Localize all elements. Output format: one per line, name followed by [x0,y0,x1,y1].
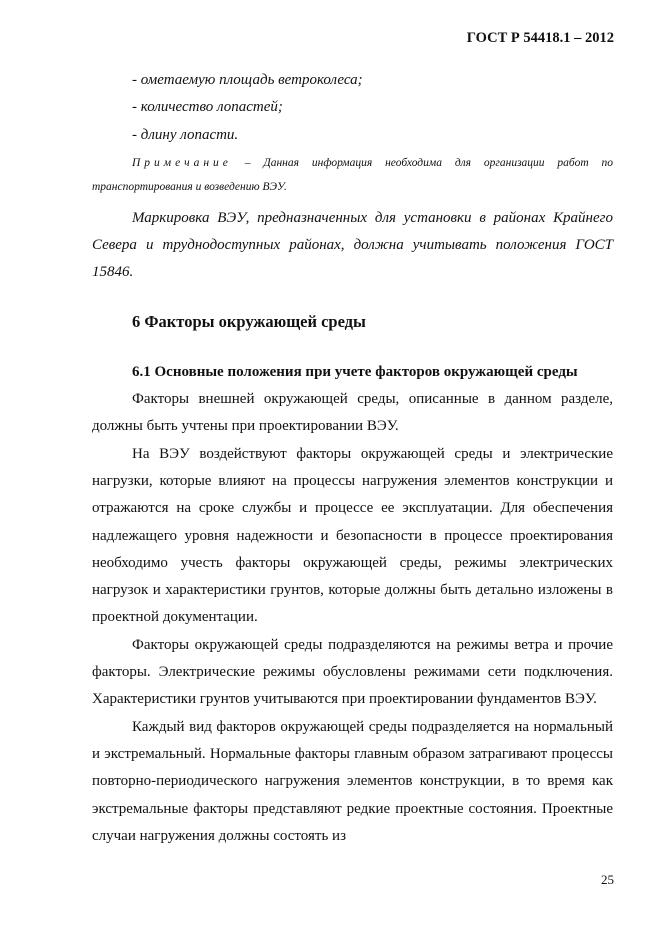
body-paragraph: Факторы окружающей среды подразделяются на режимы ветра и прочие факторы. Электрические режимы обусловлены режимами сети подключения. Характеристики грунтов учитываются при проектировании фундаментов ВЭУ. [92,636,613,708]
list-item: - длину лопасти. [132,126,239,143]
body-paragraph: Факторы внешней окружающей среды, описанные в данном разделе, должны быть учтены при проектировании ВЭУ. [92,391,613,435]
page-content [92,67,613,850]
note-label: Примечание [132,156,232,169]
list-item: - ометаемую площадь ветроколеса; [132,72,363,88]
list-item: - количество лопастей; [132,99,283,116]
body-paragraph: Каждый вид факторов окружающей среды подразделяется на нормальный и экстремальный. Нормальные факторы главным образом затрагивают процессы повторно-периодического нагружения элементов конструкции, в то время как экстремальные факторы представляют редкие проектные состояния. Проектные случаи нагружения должны состоять из [92,718,613,844]
page-number: 25 [601,872,614,887]
body-paragraph: На ВЭУ воздействуют факторы окружающей среды и электрические нагрузки, которые влияют на процессы нагружения элементов конструкции и отражаются на сроке службы и процессе ее эксплуатации. Для обеспечения надлежащего уровня надежности и безопасности в процессе проектирования необходимо учесть факторы окружающей среды, режимы электрических нагрузок и характеристики грунтов, которые должны быть детально изложены в проектной документации. [92,445,613,626]
marking-paragraph: Маркировка ВЭУ, предназначенных для установки в районах Крайнего Севера и труднодоступных районах, должна учитывать положения ГОСТ 15846. [92,209,613,281]
note-text: – Данная информация необходима для организации работ по транспортирования и возведению ВЭУ. [92,156,613,193]
note [92,151,613,199]
section-title: 6 Факторы окружающей среды [132,311,366,331]
subsection-title: 6.1 Основные положения при учете факторов окружающей среды [132,363,578,380]
page-header: ГОСТ Р 54418.1 – 2012 [466,30,614,46]
